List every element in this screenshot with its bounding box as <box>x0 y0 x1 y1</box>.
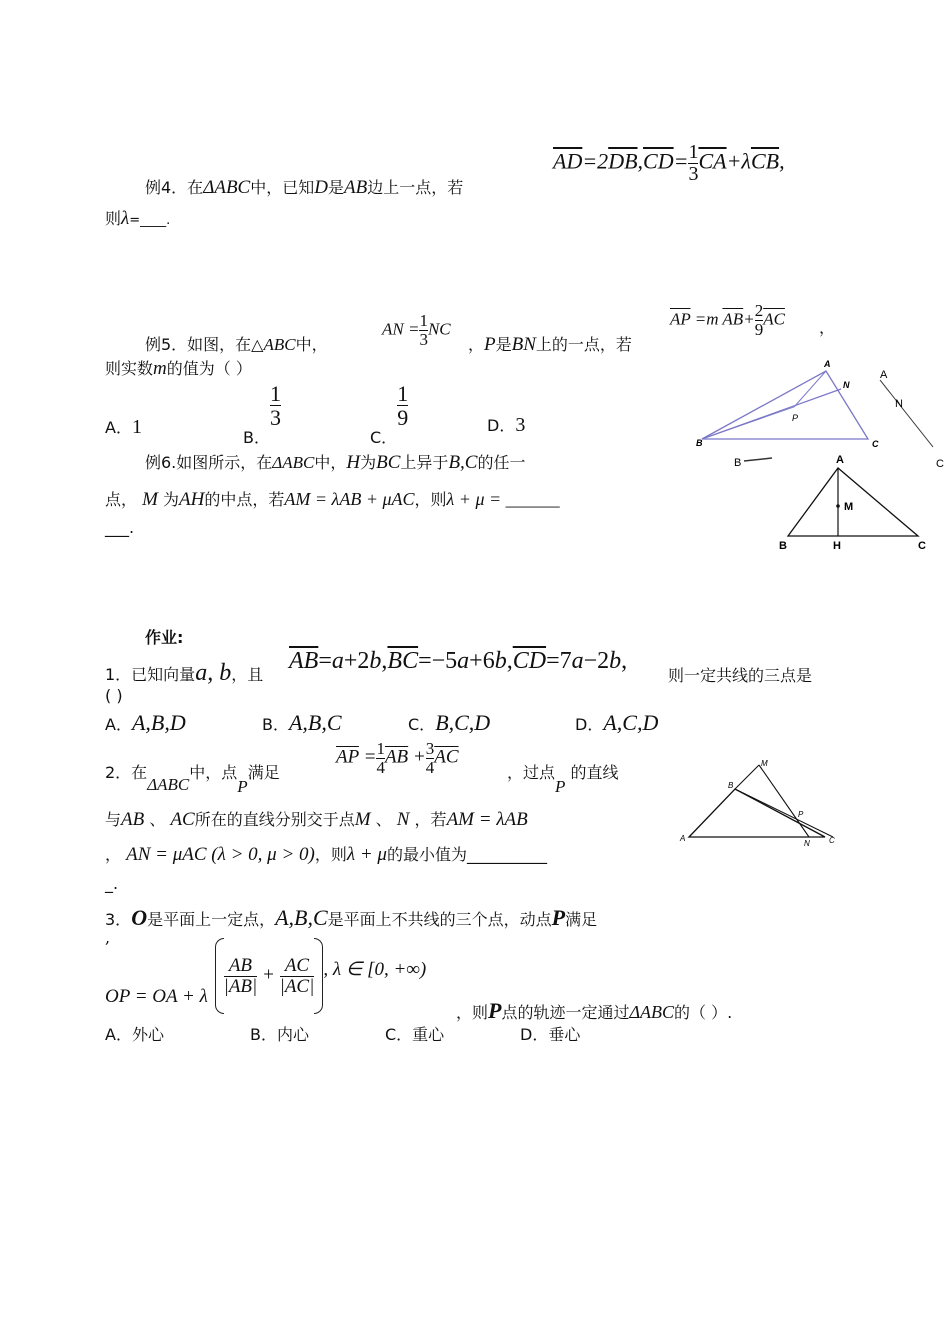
extension-bm <box>735 765 759 789</box>
ex5-cond1: AN = $\frac{1}{3}$ NC <box>382 311 451 349</box>
label-b: B <box>779 540 787 552</box>
line-mn <box>759 765 809 837</box>
label-b: B <box>696 438 703 448</box>
label-b: B <box>728 781 734 790</box>
ex6-line1: 例6.如图所示，在ΔABC中，H为BC上异于B,C的任一 <box>145 452 526 473</box>
ex5-line1: 例5．如图，在△ABC中， <box>145 335 328 354</box>
ex4-formula: $\overline{AD}=2\overline{DB},\overline{CD}=$ $\frac{1}{3}$ $\overline{CA}+\lambda\overline{CB}$, <box>553 141 785 185</box>
label-p: P <box>798 810 804 819</box>
hw-q1-paren: ( ) <box>105 686 123 705</box>
ex5-option-b[interactable]: B． $\frac{1}{3}$ <box>243 381 281 448</box>
ex6-line2: 点， M 为AH的中点，若AM = λAB + μAC，则λ + μ = ______ <box>105 489 560 510</box>
hw-q1-tail: 则一定共线的三点是 <box>668 666 813 685</box>
hw-q3-comma: , <box>105 928 111 947</box>
ex5-comma: ， <box>819 318 836 337</box>
label-a: A <box>824 359 831 369</box>
hw-q2-line1: 2．在ΔABC中，点P满足 <box>105 763 280 796</box>
label-a: A <box>836 454 844 466</box>
point-m <box>836 504 840 508</box>
ex5-cond2: $\overline{AP} =m$ $\overline{AB}+$ $\frac{2}{9}$ $\overline{AC}$ <box>670 301 785 339</box>
label-m: M <box>844 501 854 513</box>
hw-q1-line1: 1．已知向量a, b，且 <box>105 660 264 686</box>
ex5-option-d[interactable]: D．3 <box>487 414 526 436</box>
fragment-line <box>880 380 933 447</box>
hw-q1-option-d[interactable]: D．A,C,D <box>575 710 659 735</box>
fragment-label-a: A <box>880 369 888 381</box>
hw-q1-formula: $\overline{AB}=a+2b,\overline{BC}=-5a+6b,\overline{CD}=7a-2b$, <box>289 648 628 674</box>
hw-q3-option-b[interactable]: B．内心 <box>250 1025 309 1044</box>
label-n: N <box>804 839 810 848</box>
label-a: A <box>680 834 686 843</box>
segment-ap <box>794 371 826 407</box>
label-m: M <box>761 759 768 768</box>
ex5-line2: 则实数m的值为（ ） <box>105 358 252 379</box>
label-c: C <box>872 439 879 449</box>
ex5-option-c[interactable]: C． $\frac{1}{9}$ <box>370 381 409 448</box>
ex4-line2: 则λ=____. <box>105 208 171 229</box>
fragment-label-b: B <box>734 457 742 469</box>
hw-q3-formula: OP = OA + λ $\frac{AB}{|AB|}$ + $\frac{AC}{|AC|}$ , λ ∈ [0, +∞) <box>105 938 426 1014</box>
hw-q1-option-a[interactable]: A．A,B,D <box>105 710 186 735</box>
homework-title: 作业: <box>145 628 184 647</box>
label-p: P <box>792 413 799 423</box>
hw-q2-formula: $\overline{AP}$ = $\frac{1}{4}$ $\overline{AB}$ + $\frac{3}{4}$ $\overline{AC}$ <box>336 739 459 777</box>
hw-q2-line4: _. <box>105 874 119 893</box>
hw-q2-line1b: ，过点P 的直线 <box>507 763 619 796</box>
ex5-option-a[interactable]: A．1 <box>105 416 142 438</box>
figure-hw-q2-triangle <box>675 755 850 855</box>
label-c: C <box>918 540 926 552</box>
hw-q2-line2: 与AB 、 AC所在的直线分别交于点M 、 N ，若AM = λAB <box>105 809 528 830</box>
segment-bp <box>702 407 794 439</box>
label-h: H <box>833 540 841 552</box>
hw-q3-option-d[interactable]: D．垂心 <box>520 1025 581 1044</box>
hw-q3-option-c[interactable]: C．重心 <box>385 1025 445 1044</box>
ex6-line3: ___. <box>105 518 135 537</box>
ex4-line1: 例4．在ΔABC中，已知D是AB边上一点，若 <box>145 177 464 198</box>
segment-bc-path <box>735 789 833 837</box>
fragment-arrow <box>744 458 772 461</box>
fragment-label-n: N <box>895 398 903 410</box>
label-n: N <box>843 380 850 390</box>
hw-q3-option-a[interactable]: A．外心 <box>105 1025 164 1044</box>
label-c: C <box>829 836 835 845</box>
hw-q3-line1: 3．O是平面上一定点，A,B,C是平面上不共线的三个点，动点P满足 <box>105 905 598 930</box>
fragment-label-c: C <box>936 458 944 470</box>
figure-ex6-triangle <box>770 452 940 552</box>
hw-q1-option-b[interactable]: B．A,B,C <box>262 710 342 735</box>
hw-q1-option-c[interactable]: C．B,C,D <box>408 710 491 735</box>
hw-q3-line3: ，则P点的轨迹一定通过ΔABC的（ ）. <box>456 998 733 1023</box>
ex5-line1b: ，P是BN上的一点，若 <box>468 334 632 355</box>
hw-q2-line3: ， AN = μAC (λ > 0, μ > 0)，则λ + μ的最小值为__________ <box>105 844 547 865</box>
